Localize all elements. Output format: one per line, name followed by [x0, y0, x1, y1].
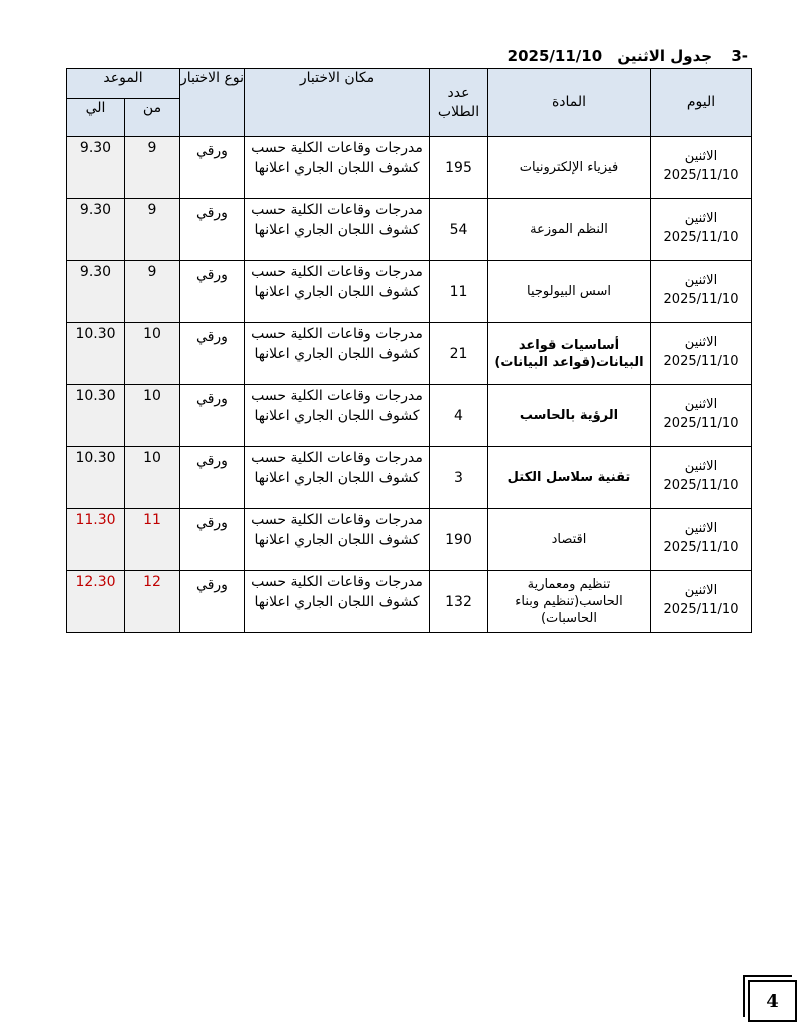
section-number: -3 — [731, 47, 748, 65]
cell-to: 12.30 — [67, 571, 125, 633]
cell-place: مدرجات وقاعات الكلية حسب كشوف اللجان الجاري اعلانها — [245, 261, 430, 323]
day-name: الاثنين — [684, 335, 718, 350]
cell-students: 190 — [430, 509, 488, 571]
cell-place: مدرجات وقاعات الكلية حسب كشوف اللجان الجاري اعلانها — [245, 509, 430, 571]
cell-day — [651, 261, 752, 323]
day-name: الاثنين — [684, 521, 718, 536]
cell-day — [651, 137, 752, 199]
page-number: 4 — [748, 980, 797, 1022]
cell-students: 54 — [430, 199, 488, 261]
header-place: مكان الاختبار — [245, 69, 430, 137]
header-from: من — [125, 99, 180, 137]
day-name: الاثنين — [684, 583, 718, 598]
cell-day — [651, 571, 752, 633]
day-date: 2025/11/10 — [663, 168, 739, 183]
cell-day — [651, 323, 752, 385]
cell-place: مدرجات وقاعات الكلية حسب كشوف اللجان الجاري اعلانها — [245, 447, 430, 509]
cell-type: ورقي — [180, 509, 245, 571]
cell-from: 9 — [125, 199, 180, 261]
cell-from: 9 — [125, 137, 180, 199]
cell-subject: فيزياء الإلكترونيات — [488, 137, 651, 199]
cell-to: 10.30 — [67, 447, 125, 509]
cell-from: 9 — [125, 261, 180, 323]
day-date: 2025/11/10 — [663, 478, 739, 493]
header-subject: المادة — [488, 69, 651, 137]
cell-to: 10.30 — [67, 385, 125, 447]
table-row — [67, 385, 752, 447]
cell-students: 21 — [430, 323, 488, 385]
cell-type: ورقي — [180, 385, 245, 447]
cell-day — [651, 447, 752, 509]
table-row — [67, 323, 752, 385]
cell-subject: النظم الموزعة — [488, 199, 651, 261]
header-day: اليوم — [651, 69, 752, 137]
cell-place: مدرجات وقاعات الكلية حسب كشوف اللجان الجاري اعلانها — [245, 323, 430, 385]
cell-subject: اقتصاد — [488, 509, 651, 571]
cell-to: 9.30 — [67, 137, 125, 199]
table-row — [67, 261, 752, 323]
table-row — [67, 509, 752, 571]
cell-from: 10 — [125, 385, 180, 447]
cell-type: ورقي — [180, 261, 245, 323]
cell-students: 11 — [430, 261, 488, 323]
header-to: الي — [67, 99, 125, 137]
day-date: 2025/11/10 — [663, 416, 739, 431]
cell-from: 10 — [125, 323, 180, 385]
exam-schedule-table — [66, 68, 752, 633]
cell-to: 9.30 — [67, 199, 125, 261]
cell-students: 132 — [430, 571, 488, 633]
section-title: جدول الاثنين — [617, 47, 713, 65]
cell-subject: أساسيات قواعد البيانات(قواعد البيانات) — [488, 323, 651, 385]
cell-type: ورقي — [180, 571, 245, 633]
cell-to: 9.30 — [67, 261, 125, 323]
header-students: عدد الطلاب — [430, 69, 488, 137]
day-date: 2025/11/10 — [663, 292, 739, 307]
day-date: 2025/11/10 — [663, 602, 739, 617]
cell-students: 4 — [430, 385, 488, 447]
cell-type: ورقي — [180, 137, 245, 199]
cell-students: 3 — [430, 447, 488, 509]
table-row — [67, 137, 752, 199]
cell-place: مدرجات وقاعات الكلية حسب كشوف اللجان الجاري اعلانها — [245, 137, 430, 199]
day-name: الاثنين — [684, 459, 718, 474]
day-date: 2025/11/10 — [663, 354, 739, 369]
cell-to: 11.30 — [67, 509, 125, 571]
cell-students: 195 — [430, 137, 488, 199]
cell-from: 11 — [125, 509, 180, 571]
table-row — [67, 447, 752, 509]
cell-place: مدرجات وقاعات الكلية حسب كشوف اللجان الجاري اعلانها — [245, 571, 430, 633]
day-name: الاثنين — [684, 397, 718, 412]
day-date: 2025/11/10 — [663, 540, 739, 555]
cell-day — [651, 199, 752, 261]
cell-place: مدرجات وقاعات الكلية حسب كشوف اللجان الجاري اعلانها — [245, 199, 430, 261]
day-name: الاثنين — [684, 149, 718, 164]
cell-to: 10.30 — [67, 323, 125, 385]
cell-day — [651, 509, 752, 571]
day-name: الاثنين — [684, 273, 718, 288]
cell-subject: الرؤية بالحاسب — [488, 385, 651, 447]
cell-type: ورقي — [180, 199, 245, 261]
cell-day — [651, 385, 752, 447]
day-date: 2025/11/10 — [663, 230, 739, 245]
section-date: 2025/11/10 — [507, 47, 603, 65]
cell-subject: تنظيم ومعمارية الحاسب(تنظيم وبناء الحاسبات) — [488, 571, 651, 633]
header-type: نوع الاختبار — [180, 69, 245, 137]
cell-type: ورقي — [180, 447, 245, 509]
table-row — [67, 571, 752, 633]
cell-type: ورقي — [180, 323, 245, 385]
cell-from: 10 — [125, 447, 180, 509]
table-row — [67, 199, 752, 261]
cell-place: مدرجات وقاعات الكلية حسب كشوف اللجان الجاري اعلانها — [245, 385, 430, 447]
header-time: الموعد — [67, 69, 180, 99]
cell-subject: تقنية سلاسل الكتل — [488, 447, 651, 509]
cell-subject: اسس البيولوجيا — [488, 261, 651, 323]
cell-from: 12 — [125, 571, 180, 633]
day-name: الاثنين — [684, 211, 718, 226]
page-heading — [300, 47, 748, 65]
